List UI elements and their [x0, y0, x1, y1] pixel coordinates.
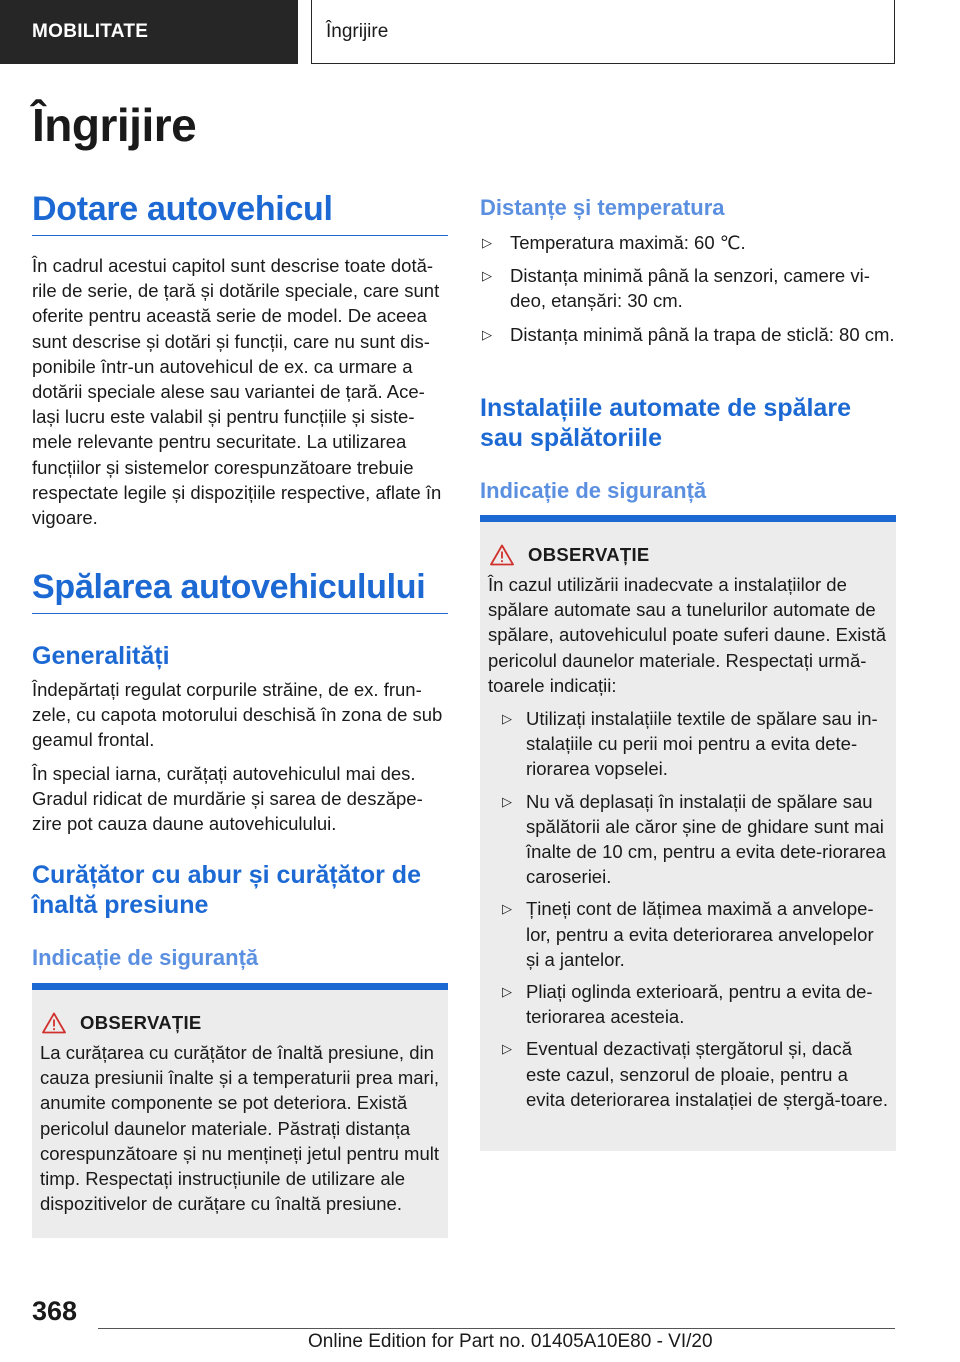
warning-text: La curățarea cu curățător de înaltă presiune, din cauza presiunii înalte și a temperaturii prea mari, anumite componente se pot deteriora. Există pericolul daunelor materiale. Păstrați distanța corespunzătoare și nu mențineți jetul pentru mult timp. Respectați instrucțiunile de utilizare ale dispozitivelor de curățare cu înaltă presiune.: [40, 1042, 439, 1215]
triangle-right-icon: ▷: [482, 235, 492, 250]
warning-header: [40, 1012, 440, 1034]
warning-triangle-icon: [490, 544, 514, 566]
washing-heading: Spălarea autovehiculului: [32, 568, 448, 614]
equipment-text: În cadrul acestui capitol sunt descrise toate dotă-rile de serie, de țară și dotările speciale, care sunt oferite pentru această serie de model. De aceea sunt descrise și dotări și funcții, care nu sunt dis-ponibile într-un autovehicul de ex. ca urmare a dotării speciale alese sau variantei de țară. Ace-lași lucru este valabil și pentru funcțiile și siste-mele relevante pentru securitate. La utilizarea funcțiilor și sistemelor corespunzătoare trebuie respectate legile și dispozițiile respective, aflate în vigoare.: [32, 255, 442, 529]
warning-box-left: [32, 983, 448, 1238]
safety-heading-right: Indicație de siguranță: [480, 478, 707, 503]
page-title: Îngrijire: [32, 99, 197, 151]
equipment-heading: Dotare autovehicul: [32, 190, 448, 236]
section-tab: [0, 0, 298, 64]
breadcrumb: [311, 0, 895, 64]
list-item: ▷ Eventual dezactivați ștergătorul și, dacă este cazul, senzorul de ploaie, pentru a evita deteriorarea instalației de ștergă-toare.: [502, 1038, 888, 1110]
edition-text: Online Edition for Part no. 01405A10E80 - VI/20: [308, 1331, 713, 1352]
list-item: ▷ Țineți cont de lățimea maximă a anvelope-lor, pentru a evita deteriorarea anvelopelor și a jantelor.: [502, 898, 874, 970]
warning-triangle-icon: [42, 1012, 66, 1034]
list-item: ▷ Distanța minimă până la trapa de sticlă: 80 cm.: [480, 322, 896, 347]
triangle-right-icon: ▷: [502, 793, 512, 809]
section-label: MOBILITATE: [32, 21, 149, 42]
warning-text: În cazul utilizării inadecvate a instalațiilor de spălare automate sau a tunelurilor automate de spălare, autovehiculul poate suferi daune. Există pericolul daunelor materiale. Respectați urmă-toarele indicații:: [488, 574, 887, 696]
warning-box-right: [480, 515, 896, 1151]
distances-heading: Distanțe și temperatura: [480, 195, 725, 220]
list-item: ▷ Temperatura maximă: 60 ℃.: [480, 230, 896, 255]
triangle-right-icon: ▷: [502, 711, 512, 727]
list-item: ▷ Utilizați instalațiile textile de spălare sau in-stalațiile cu perii moi pentru a evita dete-riorarea vopselei.: [502, 708, 878, 780]
general-heading: Generalități: [32, 642, 170, 670]
breadcrumb-label: Îngrijire: [326, 20, 389, 42]
triangle-right-icon: ▷: [502, 1041, 512, 1057]
list-item: ▷ Nu vă deplasați în instalații de spălare sau spălătorii ale căror șine de ghidare sunt mai înalte de 10 cm, pentru a evita dete-riorarea caroseriei.: [502, 790, 886, 888]
safety-heading-left: Indicație de siguranță: [32, 945, 259, 970]
list-item: ▷ Pliați oglinda exterioară, pentru a evita de-teriorarea acesteia.: [502, 981, 873, 1028]
general-text-2: În special iarna, curățați autovehiculul mai des. Gradul ridicat de murdărie și sarea de deszăpe-zire pot cauza daune autovehiculului.: [32, 763, 423, 835]
general-text-1: Îndepărtați regulat corpurile străine, de ex. frun-zele, cu capota motorului deschisă în zona de sub geamul frontal.: [32, 679, 443, 751]
carwash-heading: Instalațiile automate de spălare sau spălătoriile: [480, 394, 851, 452]
warning-title: OBSERVAȚIE: [528, 544, 650, 565]
distances-list: [480, 230, 896, 355]
steam-cleaner-heading: Curățător cu abur și curățător de înaltă presiune: [32, 861, 421, 919]
triangle-right-icon: ▷: [502, 901, 512, 917]
triangle-right-icon: ▷: [502, 984, 512, 1000]
page-number: 368: [32, 1296, 78, 1326]
warning-title: OBSERVAȚIE: [80, 1012, 202, 1033]
list-item: ▷ Distanța minimă până la senzori, camere vi-deo, etanșări: 30 cm.: [482, 265, 870, 312]
footer-divider: [98, 1328, 895, 1329]
warning-list: [488, 706, 888, 1112]
triangle-right-icon: ▷: [482, 326, 492, 342]
triangle-right-icon: ▷: [482, 268, 492, 284]
warning-header: [488, 544, 888, 566]
